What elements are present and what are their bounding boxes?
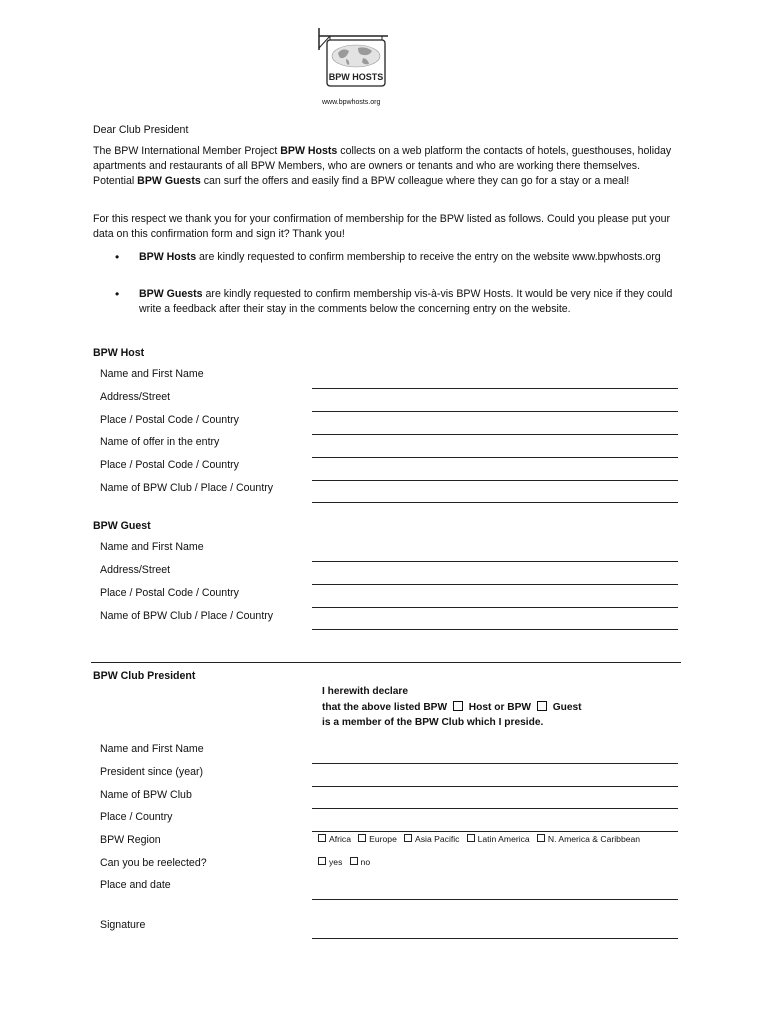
- guest-address-field[interactable]: [312, 584, 678, 585]
- president-name-field[interactable]: [312, 763, 678, 764]
- host-offer-place-field[interactable]: [312, 480, 678, 481]
- signature-field[interactable]: [312, 938, 678, 939]
- bpw-hosts-logo: [316, 26, 390, 90]
- checkbox-icon: [404, 834, 412, 842]
- bullet-item-hosts: BPW Hosts are kindly requested to confirm membership to receive the entry on the website www.bpwhosts.org: [139, 251, 661, 263]
- bullet-icon: •: [115, 250, 120, 264]
- guest-address-label: Address/Street: [100, 564, 171, 576]
- region-option-latin-america[interactable]: Latin America: [467, 834, 530, 844]
- bullet-icon: •: [115, 287, 120, 301]
- host-offer-field[interactable]: [312, 457, 678, 458]
- place-date-field[interactable]: [312, 899, 678, 900]
- host-name-label: Name and First Name: [100, 368, 204, 380]
- checkbox-icon: [350, 857, 358, 865]
- hanging-sign-icon: [316, 26, 390, 90]
- bullet-item-guests: BPW Guests are kindly requested to confirm membership vis-à-vis BPW Hosts. It would be very nice if they could write a feedback after their stay in the comments below the concerning entry on the website.: [139, 288, 673, 315]
- host-checkbox[interactable]: [453, 701, 463, 711]
- checkbox-icon: [358, 834, 366, 842]
- reelect-option-no[interactable]: no: [350, 857, 371, 867]
- president-section-title: BPW Club President: [93, 670, 196, 682]
- section-divider: [91, 662, 681, 663]
- guest-name-field[interactable]: [312, 561, 678, 562]
- host-place-label: Place / Postal Code / Country: [100, 414, 239, 426]
- reelect-option-yes[interactable]: yes: [318, 857, 342, 867]
- guest-checkbox[interactable]: [537, 701, 547, 711]
- president-name-label: Name and First Name: [100, 743, 204, 755]
- guest-section-title: BPW Guest: [93, 520, 151, 532]
- guest-place-field[interactable]: [312, 607, 678, 608]
- checkbox-icon: [467, 834, 475, 842]
- guest-place-label: Place / Postal Code / Country: [100, 587, 239, 599]
- host-name-field[interactable]: [312, 388, 678, 389]
- website-url: www.bpwhosts.org: [322, 99, 381, 106]
- region-option-africa[interactable]: Africa: [318, 834, 351, 844]
- host-club-field[interactable]: [312, 502, 678, 503]
- intro-paragraph-2: For this respect we thank you for your confirmation of membership for the BPW listed as follows. Could you please put your data on this confirmation form and sign it? Thank you!: [93, 213, 671, 240]
- signature-label: Signature: [100, 919, 146, 931]
- svg-text:BPW HOSTS: BPW HOSTS: [328, 72, 384, 82]
- guest-name-label: Name and First Name: [100, 541, 204, 553]
- region-option-n-america-caribbean[interactable]: N. America & Caribbean: [537, 834, 640, 844]
- president-club-label: Name of BPW Club: [100, 789, 192, 801]
- host-place-field[interactable]: [312, 434, 678, 435]
- salutation: Dear Club President: [93, 124, 189, 136]
- reelected-label: Can you be reelected?: [100, 857, 207, 869]
- president-club-field[interactable]: [312, 808, 678, 809]
- president-since-field[interactable]: [312, 786, 678, 787]
- host-club-label: Name of BPW Club / Place / Country: [100, 482, 274, 494]
- checkbox-icon: [537, 834, 545, 842]
- bpw-region-label: BPW Region: [100, 834, 161, 846]
- region-option-asia-pacific[interactable]: Asia Pacific: [404, 834, 459, 844]
- host-offer-label: Name of offer in the entry: [100, 436, 220, 448]
- president-place-label: Place / Country: [100, 811, 173, 823]
- guest-club-field[interactable]: [312, 629, 678, 630]
- checkbox-icon: [318, 857, 326, 865]
- host-address-field[interactable]: [312, 411, 678, 412]
- president-since-label: President since (year): [100, 766, 204, 778]
- host-address-label: Address/Street: [100, 391, 171, 403]
- declaration: I herewith declare that the above listed BPW Host or BPW Guest is a member of the BPW Club which I preside.: [322, 686, 582, 728]
- region-option-europe[interactable]: Europe: [358, 834, 397, 844]
- president-place-field[interactable]: [312, 831, 678, 832]
- checkbox-icon: [318, 834, 326, 842]
- place-date-label: Place and date: [100, 879, 171, 891]
- region-options: [318, 834, 640, 844]
- guest-club-label: Name of BPW Club / Place / Country: [100, 610, 274, 622]
- host-section-title: BPW Host: [93, 347, 145, 359]
- intro-paragraph-1: The BPW International Member Project BPW Hosts collects on a web platform the contacts of hotels, guesthouses, holiday apartments and restaurants of all BPW Members, who are owners or tenants and who are working there themselves. Potential BPW Guests can surf the offers and easily find a BPW colleague where they can go for a stay or a meal!: [93, 145, 672, 187]
- host-offer-place-label: Place / Postal Code / Country: [100, 459, 239, 471]
- reelect-options: [318, 857, 370, 867]
